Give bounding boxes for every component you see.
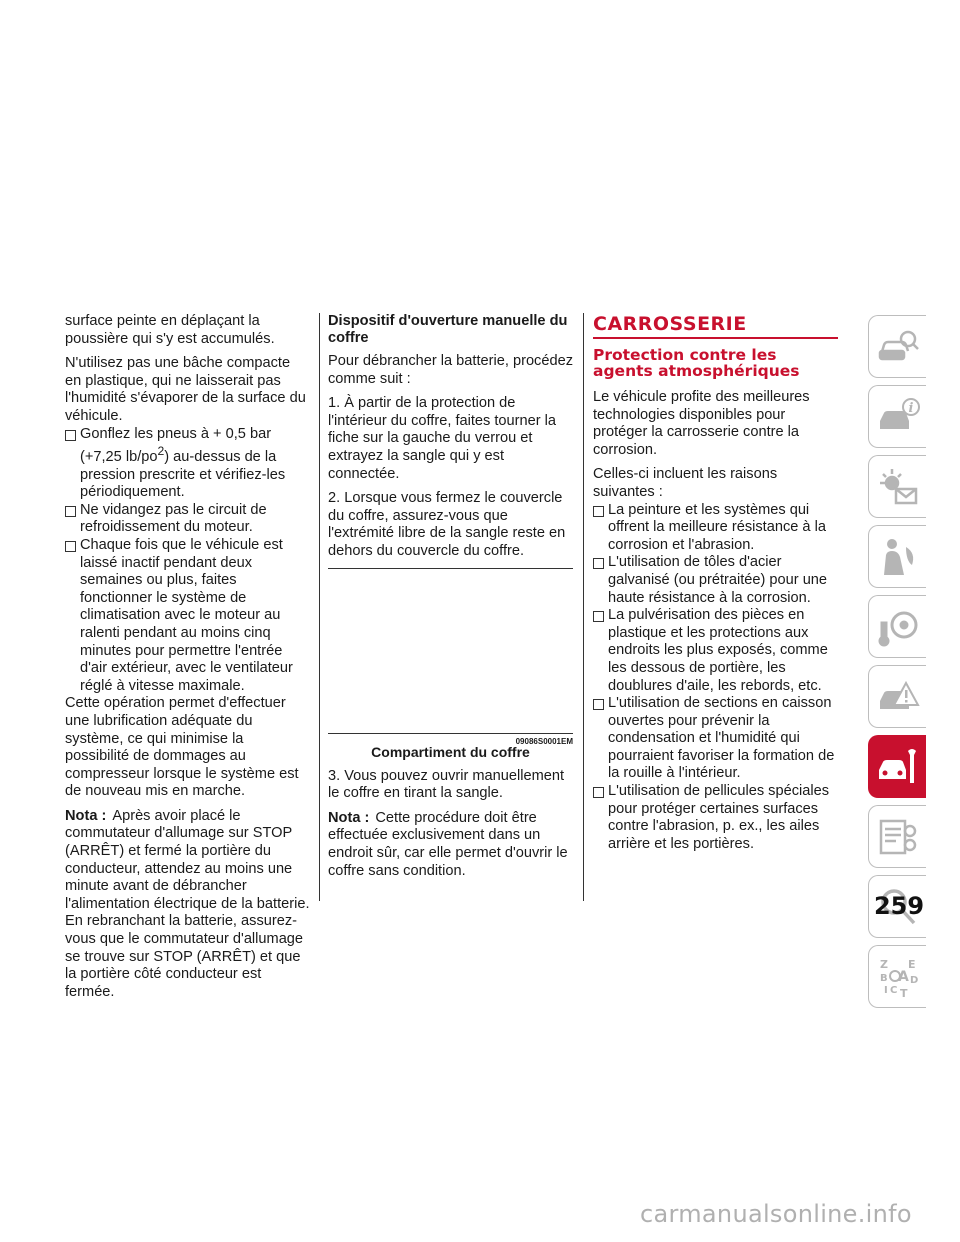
note-text: Après avoir placé le commutateur d'allumage sur STOP (ARRÊT) et fermé la portière du conducteur, attendez au moins une minute avant de débrancher l'alimentation électrique de la batterie. En rebranchant la batterie, assurez-vous que le commutateur d'allumage se trouve sur STOP (ARRÊT) et que la portière côté conducteur est fermée. [65, 807, 310, 1000]
page-number: 259 [873, 892, 925, 920]
watermark: carmanualsonline.info [640, 1200, 912, 1228]
tab-car-search[interactable] [868, 315, 926, 378]
paragraph: surface peinte en déplaçant la poussière qui s'y est accumulés. [65, 313, 275, 347]
checkbox-bullet-icon [593, 611, 604, 622]
tab-warning-lights[interactable] [868, 455, 926, 518]
step: 1. À partir de la protection de l'intérieur du coffre, faites tourner la fiche sur la gauche du verrou et extrayez la sangle qui y est connectée. [328, 395, 557, 482]
steering-key-icon [876, 605, 920, 649]
checkbox-bullet-icon [65, 541, 76, 552]
checkbox-bullet-icon [593, 506, 604, 517]
figure-code: 09086S0001EM [515, 736, 573, 746]
tab-index[interactable] [868, 945, 926, 1008]
checkbox-bullet-icon [593, 558, 604, 569]
list-item: L'utilisation de sections en caisson ouvertes pour prévenir la condensation et l'humidité qui pourraient favoriser la formation de la rouille à l'intérieur. [593, 695, 838, 783]
list-item: La peinture et les systèmes qui offrent la meilleure résistance à la corrosion et l'abrasion. [593, 502, 838, 555]
index-letter: Z [879, 957, 888, 971]
note-label: Nota : [65, 807, 107, 824]
warning-lights-icon [876, 465, 920, 509]
paragraph: Cette opération permet d'effectuer une lubrification adéquate du système, ce qui minimise la possibilité de dommages au compresseur lorsque le système est de nouveau mis en marche. [65, 695, 299, 800]
column-divider [319, 313, 320, 901]
tab-car-info[interactable] [868, 385, 926, 448]
car-breakdown-icon [876, 675, 920, 719]
list-item: Chaque fois que le véhicule est laissé inactif pendant deux semaines ou plus, faites fonctionner le système de climatisation avec le moteur au ralenti pendant au moins cinq minutes pour permettre l'entrée d'air extérieur, avec le ventilateur réglé à vitesse maximale. [65, 537, 310, 695]
column-right [593, 313, 838, 853]
checkbox-bullet-icon [65, 506, 76, 517]
list-item: La pulvérisation des pièces en plastique et les protections aux endroits les plus exposés, comme les dessous de portière, les doublures d'aile, les rebords, etc. [593, 607, 838, 695]
figure-caption: Compartiment du coffre [371, 743, 530, 760]
index-letter: D [909, 974, 918, 986]
paragraph: Celles-ci incluent les raisons suivantes : [593, 466, 778, 500]
index-letter: C [889, 984, 897, 996]
section-title: CARROSSERIE [593, 313, 838, 339]
checkbox-bullet-icon [593, 699, 604, 710]
list-item: L'utilisation de tôles d'acier galvanisé (ou prétraitée) pour une haute résistance à la corrosion. [593, 554, 838, 607]
index-letter: E [907, 957, 916, 971]
checkbox-bullet-icon [593, 787, 604, 798]
note [65, 808, 310, 1002]
column-middle [328, 313, 573, 887]
paragraph: N'utilisez pas une bâche compacte en plastique, qui ne laisserait pas l'humidité s'évaporer de la surface du véhicule. [65, 355, 306, 424]
car-search-icon [876, 325, 920, 369]
car-maintenance-icon [876, 745, 920, 789]
list-item: Ne vidangez pas le circuit de refroidissement du moteur. [65, 502, 310, 537]
column-left [65, 313, 310, 1008]
tab-technical-data[interactable] [868, 805, 926, 868]
index-letter: B [879, 972, 888, 984]
tab-safety[interactable] [868, 525, 926, 588]
figure [328, 568, 573, 760]
paragraph: Le véhicule profite des meilleures technologies disponibles pour protéger la carrosserie contre la corrosion. [593, 389, 810, 458]
car-info-icon [876, 395, 920, 439]
index-letter: A [897, 968, 909, 985]
figure-image-placeholder [328, 568, 573, 746]
index-letter: T [899, 986, 908, 999]
tab-starting-driving[interactable] [868, 595, 926, 658]
seatbelt-airbag-icon [876, 535, 920, 579]
tab-maintenance[interactable] [868, 735, 926, 798]
note-label: Nota : [328, 809, 370, 826]
alphabetical-index-icon [876, 955, 920, 999]
tab-emergency[interactable] [868, 665, 926, 728]
column-divider [583, 313, 584, 901]
checkbox-bullet-icon [65, 430, 76, 441]
technical-data-icon [876, 815, 920, 859]
list-item: L'utilisation de pellicules spéciales pour protéger certaines surfaces contre l'abrasion, p. ex., les ailes arrière et les portières. [593, 783, 838, 853]
svg-text:i: i [908, 400, 913, 416]
note-text: Cette procédure doit être effectuée exclusivement dans un endroit sûr, car elle permet d'ouvrir le coffre sans condition. [328, 809, 568, 879]
step: 2. Lorsque vous fermez le couvercle du coffre, assurez-vous que l'extrémité libre de la sangle reste en dehors du couvercle du coffre. [328, 490, 566, 559]
note [328, 810, 573, 880]
paragraph: Pour débrancher la batterie, procédez comme suit : [328, 353, 574, 387]
subsection-title: Protection contre les agents atmosphériques [593, 346, 800, 380]
subsection-heading: Dispositif d'ouverture manuelle du coffre [328, 313, 568, 346]
index-letter: I [883, 984, 888, 996]
step: 3. Vous pouvez ouvrir manuellement le coffre en tirant la sangle. [328, 767, 565, 802]
list-item: Gonflez les pneus à + 0,5 bar (+7,25 $lb/po^2$) au-dessus de la pression prescrite et vérifiez-les périodiquement. [65, 426, 310, 502]
